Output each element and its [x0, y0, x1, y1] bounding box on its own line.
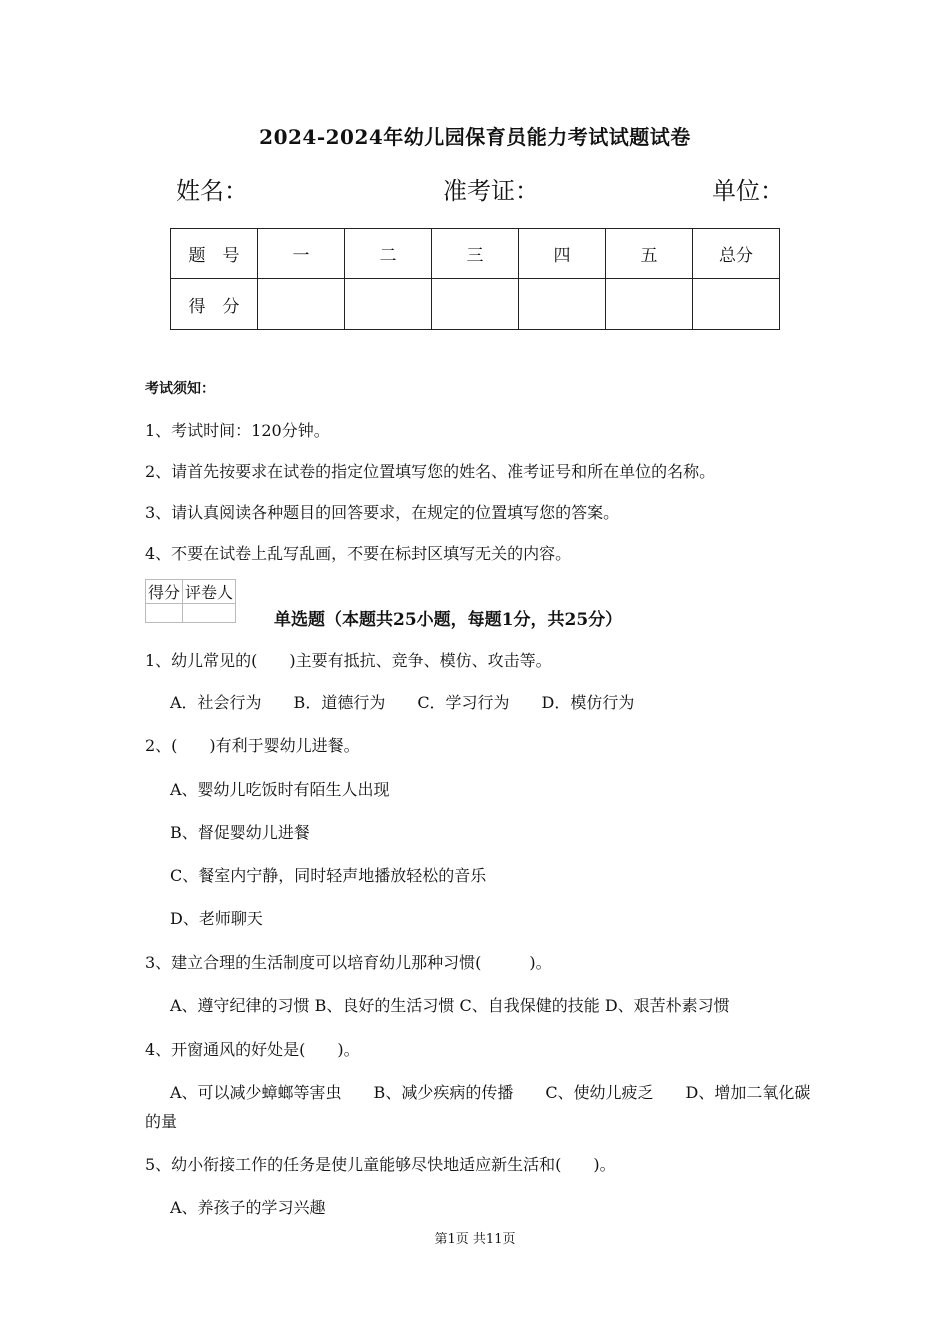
- question-options: A、可以减少蟑螂等害虫 B、减少疾病的传播 C、使幼儿疲乏 D、增加二氧化碳: [170, 1083, 811, 1102]
- question-option: C、餐室内宁静，同时轻声地播放轻松的音乐: [170, 866, 487, 885]
- score-header-cell: 四: [519, 229, 606, 279]
- grader-score-cell[interactable]: [146, 604, 183, 623]
- score-header-cell: 题 号: [171, 229, 258, 279]
- section-title: 单选题（本题共25小题，每题1分，共25分）: [274, 610, 623, 630]
- question-stem: 5、幼小衔接工作的任务是使儿童能够尽快地适应新生活和( )。: [145, 1155, 616, 1174]
- score-header-cell: 三: [432, 229, 519, 279]
- notice-item: 4、不要在试卷上乱写乱画，不要在标封区填写无关的内容。: [145, 544, 572, 563]
- notice-item: 1、考试时间：120分钟。: [145, 421, 330, 440]
- question-option: A、婴幼儿吃饭时有陌生人出现: [170, 780, 390, 799]
- score-cell[interactable]: [258, 279, 345, 330]
- score-cell[interactable]: [693, 279, 780, 330]
- score-table-header-row: [171, 229, 780, 279]
- question-stem: 2、( )有利于婴幼儿进餐。: [145, 736, 360, 755]
- score-header-cell: 总分: [693, 229, 780, 279]
- page-footer: 第1页 共11页: [434, 1232, 516, 1247]
- notice-heading: 考试须知：: [145, 381, 215, 397]
- question-options-continued: 的量: [145, 1112, 178, 1131]
- question-options: A．社会行为 B．道德行为 C．学习行为 D．模仿行为: [170, 693, 635, 712]
- grader-reviewer-label: 评卷人: [183, 580, 236, 604]
- score-cell[interactable]: [432, 279, 519, 330]
- question-option: A、养孩子的学习兴趣: [170, 1198, 326, 1217]
- question-options: A、遵守纪律的习惯 B、良好的生活习惯 C、自我保健的技能 D、艰苦朴素习惯: [170, 996, 730, 1015]
- score-table-score-row: [171, 279, 780, 330]
- score-header-cell: 一: [258, 229, 345, 279]
- score-cell[interactable]: [345, 279, 432, 330]
- question-stem: 1、幼儿常见的( )主要有抵抗、竞争、模仿、攻击等。: [145, 651, 552, 670]
- question-option: B、督促婴幼儿进餐: [170, 823, 310, 842]
- name-label: 姓名：: [176, 177, 248, 205]
- exam-id-label: 准考证：: [443, 177, 539, 205]
- score-row-label: 得 分: [171, 279, 258, 330]
- grader-reviewer-cell[interactable]: [183, 604, 236, 623]
- question-stem: 3、建立合理的生活制度可以培育幼儿那种习惯( )。: [145, 953, 552, 972]
- score-cell[interactable]: [606, 279, 693, 330]
- grader-box: [145, 579, 236, 623]
- score-table: [170, 228, 780, 330]
- page-title: 2024-2024年幼儿园保育员能力考试试题试卷: [259, 125, 691, 149]
- unit-label: 单位：: [712, 177, 784, 205]
- notice-item: 3、请认真阅读各种题目的回答要求，在规定的位置填写您的答案。: [145, 503, 620, 522]
- question-stem: 4、开窗通风的好处是( )。: [145, 1040, 360, 1059]
- score-header-cell: 五: [606, 229, 693, 279]
- score-cell[interactable]: [519, 279, 606, 330]
- question-option: D、老师聊天: [170, 909, 263, 928]
- notice-item: 2、请首先按要求在试卷的指定位置填写您的姓名、准考证号和所在单位的名称。: [145, 462, 716, 481]
- score-header-cell: 二: [345, 229, 432, 279]
- grader-score-label: 得分: [146, 580, 183, 604]
